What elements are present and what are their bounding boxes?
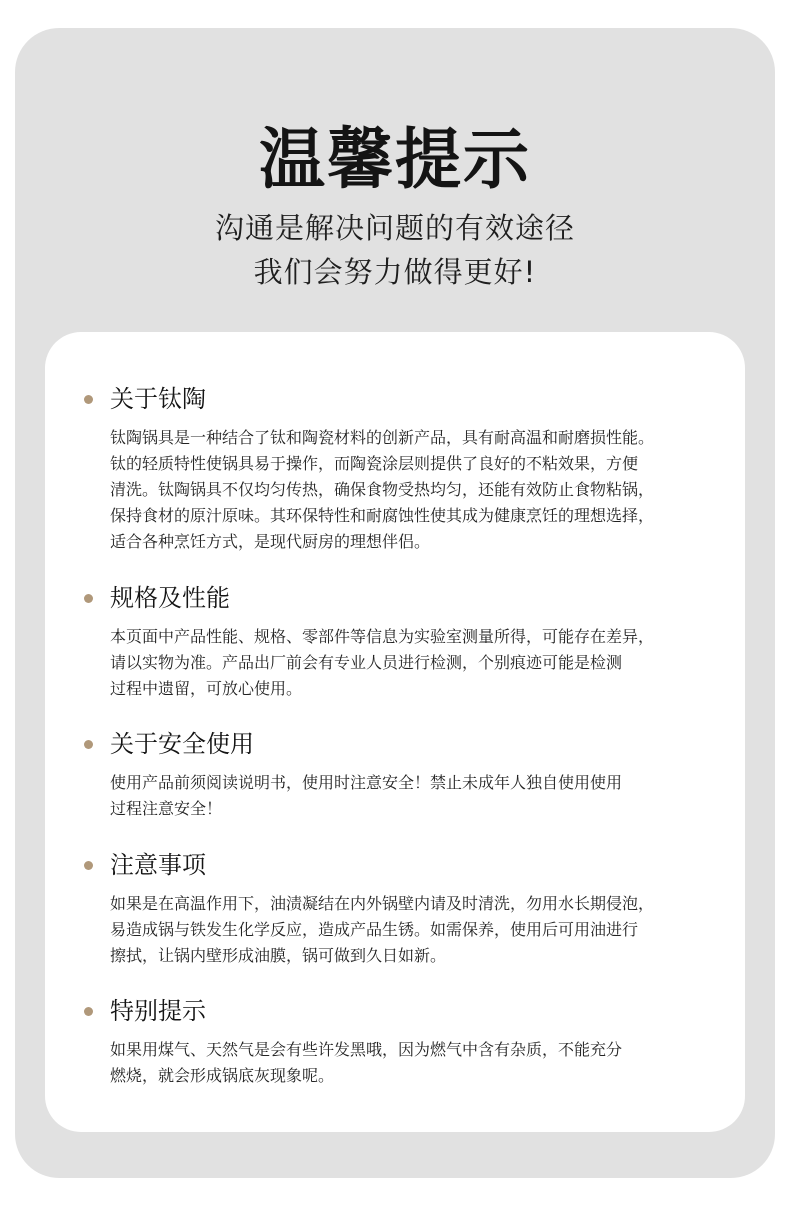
body-line: 过程中遗留，可放心使用。 — [110, 679, 303, 698]
section-header — [84, 847, 724, 883]
section-header — [84, 580, 724, 616]
section-body — [110, 770, 724, 822]
page-title: 温馨提示 — [259, 121, 531, 198]
section-header — [84, 381, 724, 417]
section-title: 关于安全使用 — [110, 730, 254, 758]
section-title: 关于钛陶 — [110, 385, 206, 413]
section-about-titanium-ceramic — [84, 381, 724, 555]
body-line: 钛的轻质特性使锅具易于操作，而陶瓷涂层则提供了良好的不粘效果，方便 — [110, 454, 639, 473]
section-title: 特别提示 — [110, 997, 206, 1025]
body-line: 过程注意安全！ — [110, 799, 223, 818]
body-line: 请以实物为准。产品出厂前会有专业人员进行检测，个别痕迹可能是检测 — [110, 653, 623, 672]
subtitle-line-2: 我们会努力做得更好! — [253, 255, 537, 289]
section-title: 注意事项 — [110, 851, 206, 879]
bullet-dot-icon — [84, 395, 93, 404]
section-body — [110, 425, 724, 555]
bullet-dot-icon — [84, 1007, 93, 1016]
body-line: 适合各种烹饪方式，是现代厨房的理想伴侣。 — [110, 532, 431, 551]
section-body — [110, 624, 724, 702]
section-header — [84, 993, 724, 1029]
body-line: 如果是在高温作用下，油渍凝结在内外锅壁内请及时清洗，勿用水长期侵泡， — [110, 894, 655, 913]
body-line: 燃烧，就会形成锅底灰现象呢。 — [110, 1066, 335, 1085]
body-line: 如果用煤气、天然气是会有些许发黑哦，因为燃气中含有杂质，不能充分 — [110, 1040, 623, 1059]
section-safe-use — [84, 726, 724, 822]
bullet-dot-icon — [84, 740, 93, 749]
subtitle-line-1: 沟通是解决问题的有效途径 — [214, 211, 575, 245]
section-title: 规格及性能 — [110, 584, 230, 612]
section-specs-performance — [84, 580, 724, 702]
bullet-dot-icon — [84, 594, 93, 603]
body-line: 钛陶锅具是一种结合了钛和陶瓷材料的创新产品，具有耐高温和耐磨损性能。 — [110, 428, 655, 447]
section-special-notice — [84, 993, 724, 1089]
body-line: 保持食材的原汁原味。其环保特性和耐腐蚀性使其成为健康烹饪的理想选择， — [110, 506, 655, 525]
section-precautions — [84, 847, 724, 969]
body-line: 使用产品前须阅读说明书，使用时注意安全！禁止未成年人独自使用使用 — [110, 773, 623, 792]
section-body — [110, 891, 724, 969]
body-line: 本页面中产品性能、规格、零部件等信息为实验室测量所得，可能存在差异， — [110, 627, 655, 646]
body-line: 擦拭，让锅内壁形成油膜，锅可做到久日如新。 — [110, 946, 447, 965]
bullet-dot-icon — [84, 861, 93, 870]
section-header — [84, 726, 724, 762]
section-body — [110, 1037, 724, 1089]
body-line: 清洗。钛陶锅具不仅均匀传热，确保食物受热均匀，还能有效防止食物粘锅， — [110, 480, 655, 499]
body-line: 易造成锅与铁发生化学反应，造成产品生锈。如需保养，使用后可用油进行 — [110, 920, 639, 939]
